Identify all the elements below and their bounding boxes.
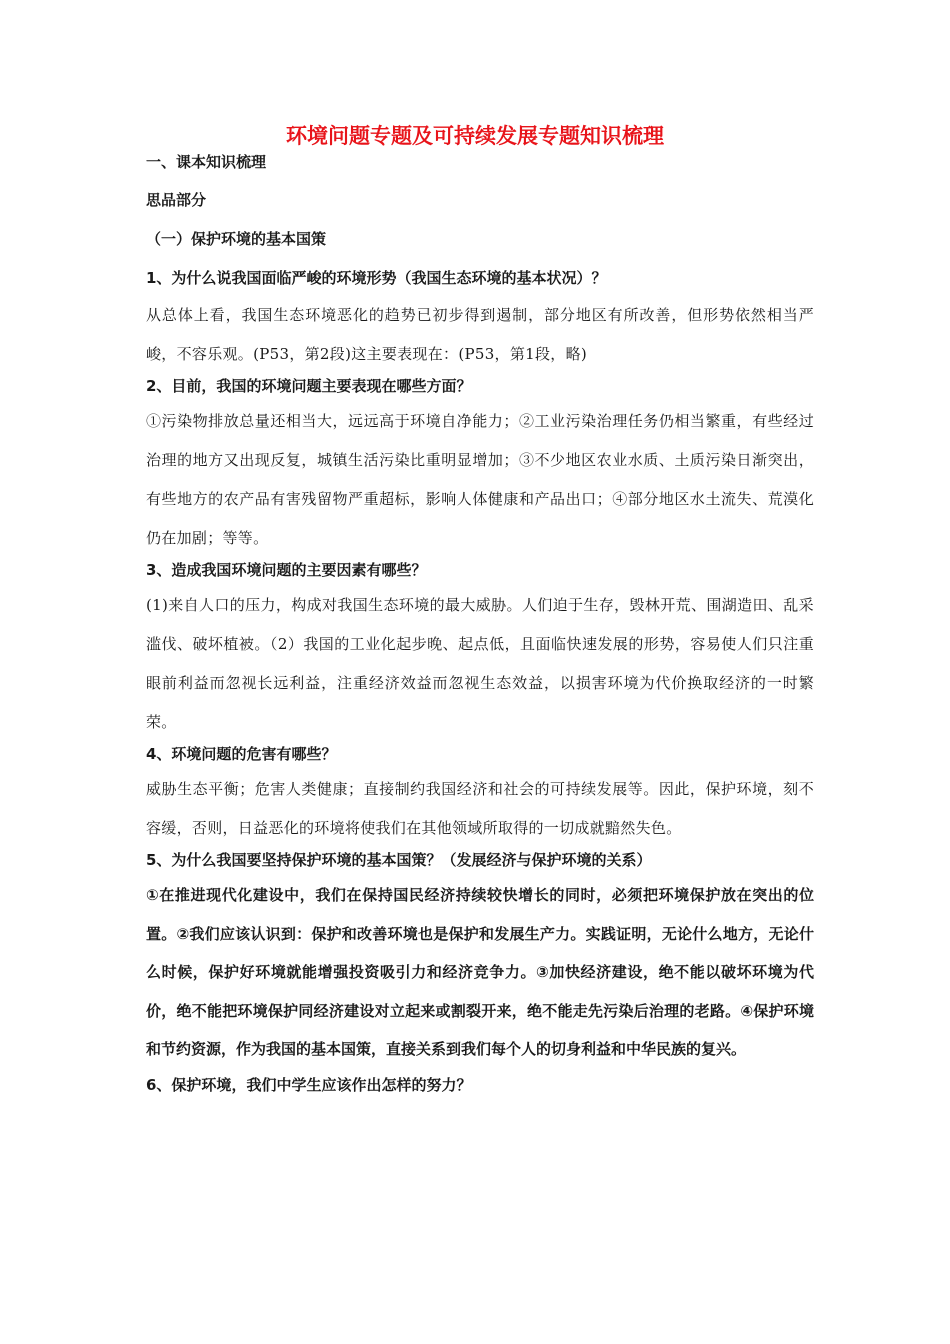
- question-2: 2、目前，我国的环境问题主要表现在哪些方面？: [146, 377, 472, 395]
- question-5: 5、为什么我国要坚持保护环境的基本国策？（发展经济与保护环境的关系）: [146, 851, 652, 869]
- question-3: 3、造成我国环境问题的主要因素有哪些？: [146, 561, 427, 579]
- section-heading: 一、课本知识梳理: [146, 153, 267, 171]
- question-6: 6、保护环境，我们中学生应该作出怎样的努力？: [146, 1075, 472, 1094]
- answer-3: (1)来自人口的压力，构成对我国生态环境的最大威胁。人们迫于生存，毁林开荒、围湖造田、乱采滥伐、破坏植被。（2）我国的工业化起步晚、起点低，且面临快速发展的形势，容易使人们只注重眼前利益而忽视长远利益，注重经济效益而忽视生态效益，以损害环境为代价换取经济的一时繁荣。: [146, 596, 814, 731]
- document-title: 环境问题专题及可持续发展专题知识梳理: [286, 124, 664, 148]
- subsection-heading: 思品部分: [146, 191, 207, 209]
- question-4: 4、环境问题的危害有哪些？: [146, 745, 337, 763]
- question-1: 1、为什么说我国面临严峻的环境形势（我国生态环境的基本状况）？: [146, 269, 607, 287]
- document-body: [146, 152, 814, 1095]
- answer-2: ①污染物排放总量还相当大，远远高于环境自净能力；②工业污染治理任务仍相当繁重，有些经过治理的地方又出现反复，城镇生活污染比重明显增加；③不少地区农业水质、土质污染日渐突出，有些地方的农产品有害残留物严重超标，影响人体健康和产品出口；④部分地区水土流失、荒漠化仍在加剧；等等。: [146, 412, 814, 547]
- answer-5: ①在推进现代化建设中，我们在保持国民经济持续较快增长的同时，必须把环境保护放在突出的位置。②我们应该认识到：保护和改善环境也是保护和发展生产力。实践证明，无论什么地方，无论什么时候，保护好环境就能增强投资吸引力和经济竞争力。③加快经济建设，绝不能以破坏环境为代价，绝不能把环境保护同经济建设对立起来或割裂开来，绝不能走先污染后治理的老路。④保护环境和节约资源，作为我国的基本国策，直接关系到我们每个人的切身利益和中华民族的复兴。: [146, 886, 814, 1058]
- answer-4: 威胁生态平衡；危害人类健康；直接制约我国经济和社会的可持续发展等。因此，保护环境，刻不容缓，否则，日益恶化的环境将使我们在其他领域所取得的一切成就黯然失色。: [146, 780, 814, 837]
- answer-1: 从总体上看，我国生态环境恶化的趋势已初步得到遏制，部分地区有所改善，但形势依然相当严峻，不容乐观。(P53，第2段)这主要表现在：(P53，第1段，略): [146, 306, 814, 363]
- part-heading: （一）保护环境的基本国策: [146, 230, 327, 248]
